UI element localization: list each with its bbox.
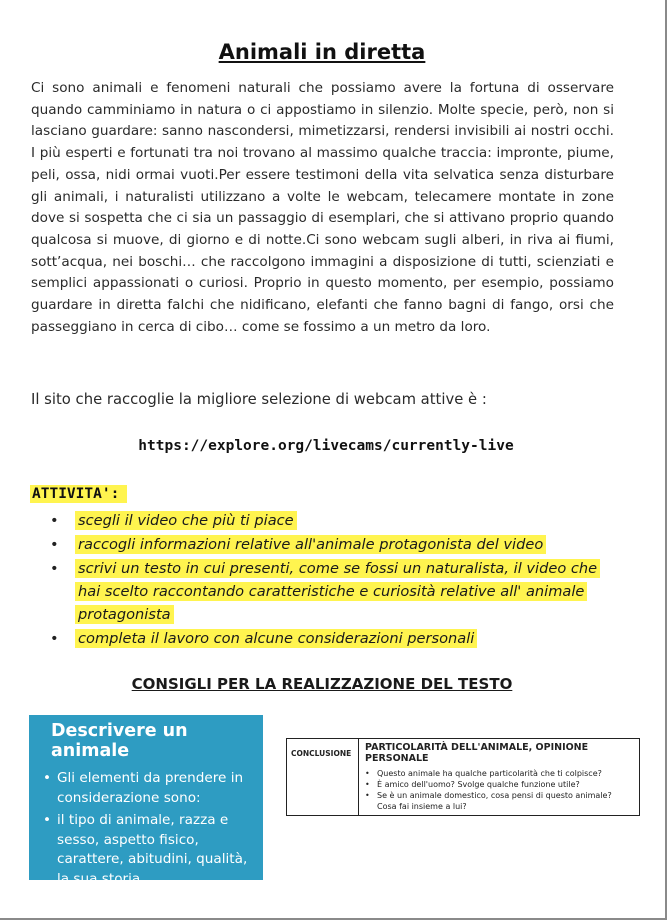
activity-item-text: scegli il video che più ti piace — [75, 511, 297, 530]
card-item-text: il tipo di animale, razza e sesso, aspetto fisico, carattere, abitudini, qualità, la sua storia — [57, 812, 248, 887]
card-item-text: Gli elementi da prendere in considerazione sono: — [57, 770, 244, 806]
conclusion-item — [365, 790, 633, 812]
bullet-icon: • — [50, 560, 59, 577]
bullet-icon: • — [365, 769, 370, 778]
bullet-icon: • — [43, 812, 52, 828]
conclusion-item-text: Questo animale ha qualche particolarità che ti colpisce? — [377, 769, 602, 778]
conclusion-item-text: È amico dell'uomo? Svolge qualche funzione utile? — [377, 780, 580, 789]
conclusion-title: PARTICOLARITÀ DELL'ANIMALE, OPINIONE PERSONALE — [365, 742, 589, 764]
activity-item — [50, 533, 610, 556]
conclusion-content — [359, 739, 639, 815]
activity-item-text: completa il lavoro con alcune considerazioni personali — [75, 629, 477, 648]
card-item — [43, 769, 253, 808]
bullet-icon: • — [365, 780, 370, 789]
conclusion-label: CONCLUSIONE — [287, 739, 359, 815]
conclusion-item — [365, 768, 633, 779]
activity-list — [50, 509, 610, 651]
bullet-icon: • — [50, 630, 59, 647]
card-item — [43, 811, 253, 889]
tips-heading: CONSIGLI PER LA REALIZZAZIONE DEL TESTO — [131, 675, 513, 693]
intro-paragraph: Ci sono animali e fenomeni naturali che possiamo avere la fortuna di osservare quando camminiamo in natura o ci appostiamo in silenzio. Molte specie, però, non si lasciano guardare: sanno nascondersi, mimetizzarsi, rendersi invisibili ai nostri occhi. I più esperti e fortunati tra noi trovano al massimo qualche traccia: impronte, piume, peli, ossa, nidi ormai vuoti.Per essere testimoni della vita selvatica senza disturbare gli animali, i naturalisti utilizzano a volte le webcam, telecamere montate in zone dove si sospetta che ci sia un passaggio di esemplari, che si attivano proprio quando qualcosa si muove, di giorno e di notte.Ci sono webcam sugli alberi, in riva ai fiumi, sott’acqua, nei boschi… che raccolgono immagini a disposizione di tutti, scienziati e semplici appassionati o curiosi. Proprio in questo momento, per esempio, possiamo guardare in diretta falchi che nidificano, elefanti che fanno bagni di fango, orsi che passeggiano in cerca di cibo… come se fossimo a un metro da loro. — [31, 80, 614, 335]
activity-item — [50, 509, 610, 532]
conclusion-item-text: Cosa fai insieme a lui? — [377, 802, 467, 811]
bullet-icon: • — [50, 536, 59, 553]
conclusion-item — [365, 779, 633, 790]
activity-item — [50, 627, 610, 650]
conclusion-item-text: Se è un animale domestico, cosa pensi di questo animale? — [377, 791, 612, 800]
site-intro-text: Il sito che raccoglie la migliore selezione di webcam attive è : — [31, 391, 487, 408]
describe-animal-card — [29, 715, 263, 887]
activity-item-text: scrivi un testo in cui presenti, come se fossi un naturalista, il video che hai scelto raccontando caratteristiche e curiosità relative all' animale protagonista — [75, 559, 600, 624]
page-title: Animali in diretta — [218, 40, 426, 64]
site-url-link[interactable]: https://explore.org/livecams/currently-live — [138, 438, 514, 454]
conclusion-table — [286, 738, 640, 816]
bullet-icon: • — [365, 791, 370, 800]
activity-item-text: raccogli informazioni relative all'animale protagonista del video — [75, 535, 546, 554]
activity-item — [50, 557, 610, 626]
bullet-icon: • — [43, 770, 52, 786]
activity-heading: ATTIVITA': — [30, 485, 127, 503]
bullet-icon: • — [50, 512, 59, 529]
card-title: Descrivere un animale — [51, 721, 188, 761]
